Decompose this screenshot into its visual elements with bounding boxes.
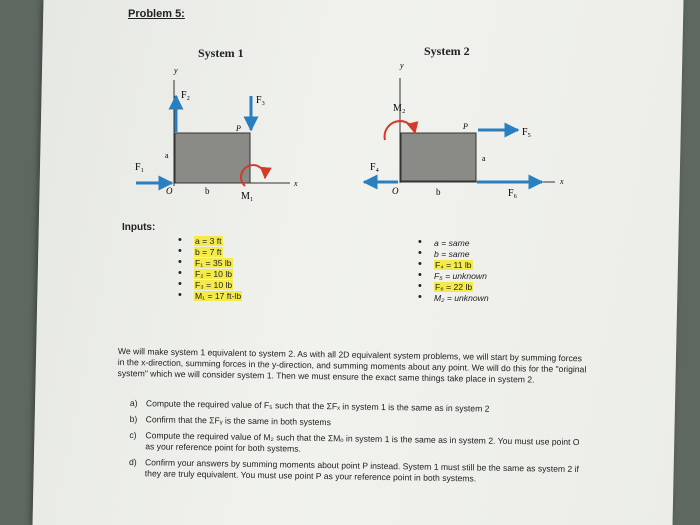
input-value: F₁ = 35 lb	[195, 258, 232, 268]
input-value: F₄ = 11 lb	[435, 260, 472, 270]
question-item	[130, 414, 590, 432]
system2-heading: System 2	[424, 44, 470, 58]
question-text: Confirm that the ΣFᵧ is the same in both systems	[145, 414, 332, 428]
list-item	[178, 291, 242, 302]
f5-label: F₅	[522, 127, 532, 138]
question-text: Compute the required value of M₂ such that the ΣMₒ in system 1 is the same as in system 2. You must use point O as your reference point for both systems.	[145, 430, 580, 454]
input-value: M₂ = unknown	[434, 293, 489, 303]
f1-label: F₁	[135, 162, 145, 173]
system1-origin-label: O	[166, 186, 173, 196]
intro-paragraph: We will make system 1 equivalent to system 2. As with all 2D equivalent system problems, we will start by summing forces in the x-direction, summing forces in the y-direction, and summing moments about any point. We will do this for the "original system" which we will consider system 1. Then we must ensure the exact same things take place in system 2.	[117, 346, 587, 385]
list-item	[178, 247, 242, 258]
system2-plate	[401, 133, 476, 181]
list-item	[418, 249, 489, 260]
question-letter: c)	[129, 429, 137, 441]
f3-label: F₃	[256, 95, 266, 106]
input-value: b = same	[434, 249, 470, 259]
list-item	[178, 258, 242, 269]
question-text: Confirm your answers by summing moments about point P instead. System 1 must still be the same as system 2 if they are truly equivalent. You must use point P as your reference point in both systems.	[144, 457, 580, 484]
list-item	[178, 280, 242, 291]
system2-inputs-list	[418, 238, 489, 304]
input-value: a = same	[434, 238, 470, 248]
question-letter: d)	[128, 456, 137, 468]
question-item	[129, 430, 589, 459]
list-item	[418, 260, 489, 271]
system2-p-label: P	[463, 122, 468, 131]
system1-p-label: P	[236, 124, 241, 133]
question-item	[129, 457, 589, 486]
system2-origin-label: O	[392, 186, 399, 196]
list-item	[418, 238, 489, 249]
f4-label: F₄	[370, 162, 380, 173]
problem-title: Problem 5:	[128, 8, 185, 20]
input-value: F₆ = 22 lb	[435, 282, 473, 292]
list-item	[418, 282, 489, 293]
questions-list	[129, 398, 590, 491]
input-value: b = 7 ft	[195, 247, 222, 257]
system1-inputs-list	[178, 236, 242, 302]
m1-label: M₁	[241, 191, 254, 202]
inputs-heading: Inputs:	[122, 222, 156, 233]
system2-a-label: a	[482, 154, 486, 163]
question-letter: b)	[129, 413, 138, 425]
f6-label: F₆	[508, 188, 518, 199]
m2-label: M₂	[393, 103, 406, 114]
system1-b-label: b	[205, 186, 210, 196]
system2-b-label: b	[436, 187, 441, 197]
system2-x-label: x	[560, 177, 564, 186]
input-value: M₁ = 17 ft-lb	[195, 291, 242, 301]
input-value: F₃ = 10 lb	[195, 280, 233, 290]
system1-heading: System 1	[198, 46, 244, 60]
system1-a-label: a	[165, 151, 169, 160]
question-text: Compute the required value of F₅ such that the ΣFₓ in system 1 is the same as in system 2	[145, 398, 490, 414]
input-value: F₅ = unknown	[434, 271, 487, 281]
system1-y-label: y	[174, 66, 178, 75]
input-value: F₂ = 10 lb	[195, 269, 233, 279]
list-item	[418, 271, 489, 282]
question-letter: a)	[129, 398, 138, 409]
system1-x-label: x	[294, 179, 298, 188]
list-item	[178, 269, 242, 280]
system2-y-label: y	[400, 61, 404, 70]
input-value: a = 3 ft	[195, 236, 222, 246]
f2-label: F₂	[181, 90, 191, 101]
list-item	[418, 293, 489, 304]
list-item	[178, 236, 242, 247]
